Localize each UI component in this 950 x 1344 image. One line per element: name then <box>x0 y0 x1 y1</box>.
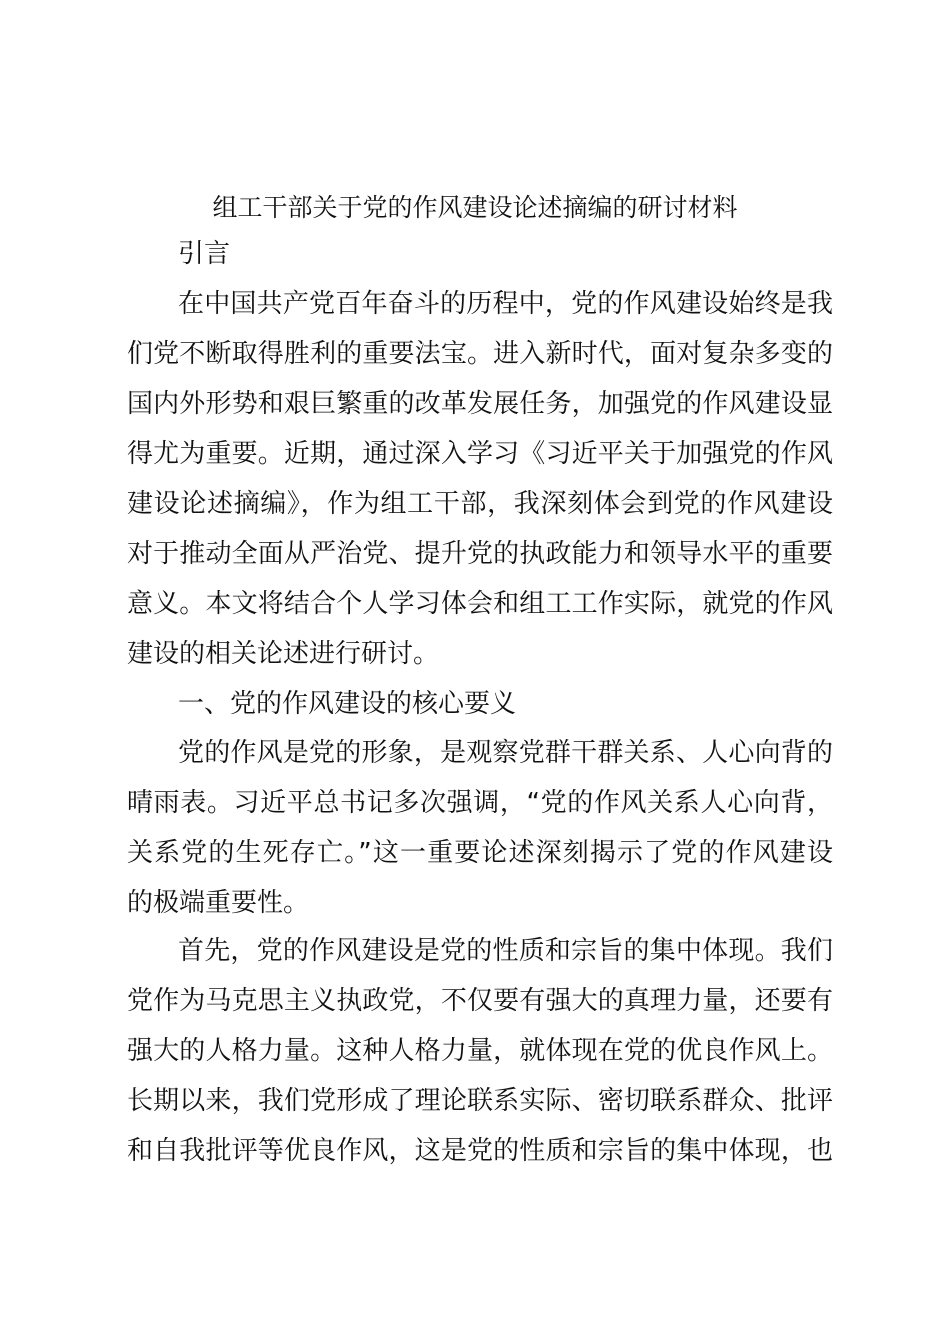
paragraph-line: 在中国共产党百年奋斗的历程中，党的作风建设始终是我 <box>178 289 833 319</box>
paragraph-line: 首先，党的作风建设是党的性质和宗旨的集中体现。我们 <box>178 936 833 966</box>
paragraph-intro <box>127 279 833 679</box>
paragraph-line: 意义。本文将结合个人学习体会和组工工作实际，就党的作风 <box>127 589 833 619</box>
paragraph-core-meaning <box>127 728 833 928</box>
paragraph-line: 长期以来，我们党形成了理论联系实际、密切联系群众、批评 <box>127 1086 833 1116</box>
paragraph-line: 强大的人格力量。这种人格力量，就体现在党的优良作风上。 <box>127 1036 833 1066</box>
paragraph-first-point <box>127 926 833 1176</box>
paragraph-line: 得尤为重要。近期，通过深入学习《习近平关于加强党的作风 <box>127 439 833 469</box>
paragraph-line: 们党不断取得胜利的重要法宝。进入新时代，面对复杂多变的 <box>127 339 833 369</box>
paragraph-line: 和自我批评等优良作风，这是党的性质和宗旨的集中体现，也 <box>127 1136 833 1166</box>
paragraph-line: 党作为马克思主义执政党，不仅要有强大的真理力量，还要有 <box>127 986 833 1016</box>
paragraph-line: 党的作风是党的形象，是观察党群干群关系、人心向背的 <box>178 738 833 768</box>
section-heading: 一、党的作风建设的核心要义 <box>178 689 517 719</box>
paragraph-line: 晴雨表。习近平总书记多次强调，“党的作风关系人心向背， <box>127 788 833 818</box>
paragraph-line: 对于推动全面从严治党、提升党的执政能力和领导水平的重要 <box>127 539 833 569</box>
paragraph-line: 建设的相关论述进行研讨。 <box>127 639 440 669</box>
paragraph-line: 建设论述摘编》，作为组工干部，我深刻体会到党的作风建设 <box>127 489 833 519</box>
paragraph-line: 关系党的生死存亡。”这一重要论述深刻揭示了党的作风建设 <box>127 838 833 868</box>
paragraph-line: 国内外形势和艰巨繁重的改革发展任务，加强党的作风建设显 <box>127 389 833 419</box>
document-title: 组工干部关于党的作风建设论述摘编的研讨材料 <box>212 193 738 222</box>
paragraph-line: 的极端重要性。 <box>127 888 310 918</box>
intro-heading: 引言 <box>178 239 231 269</box>
